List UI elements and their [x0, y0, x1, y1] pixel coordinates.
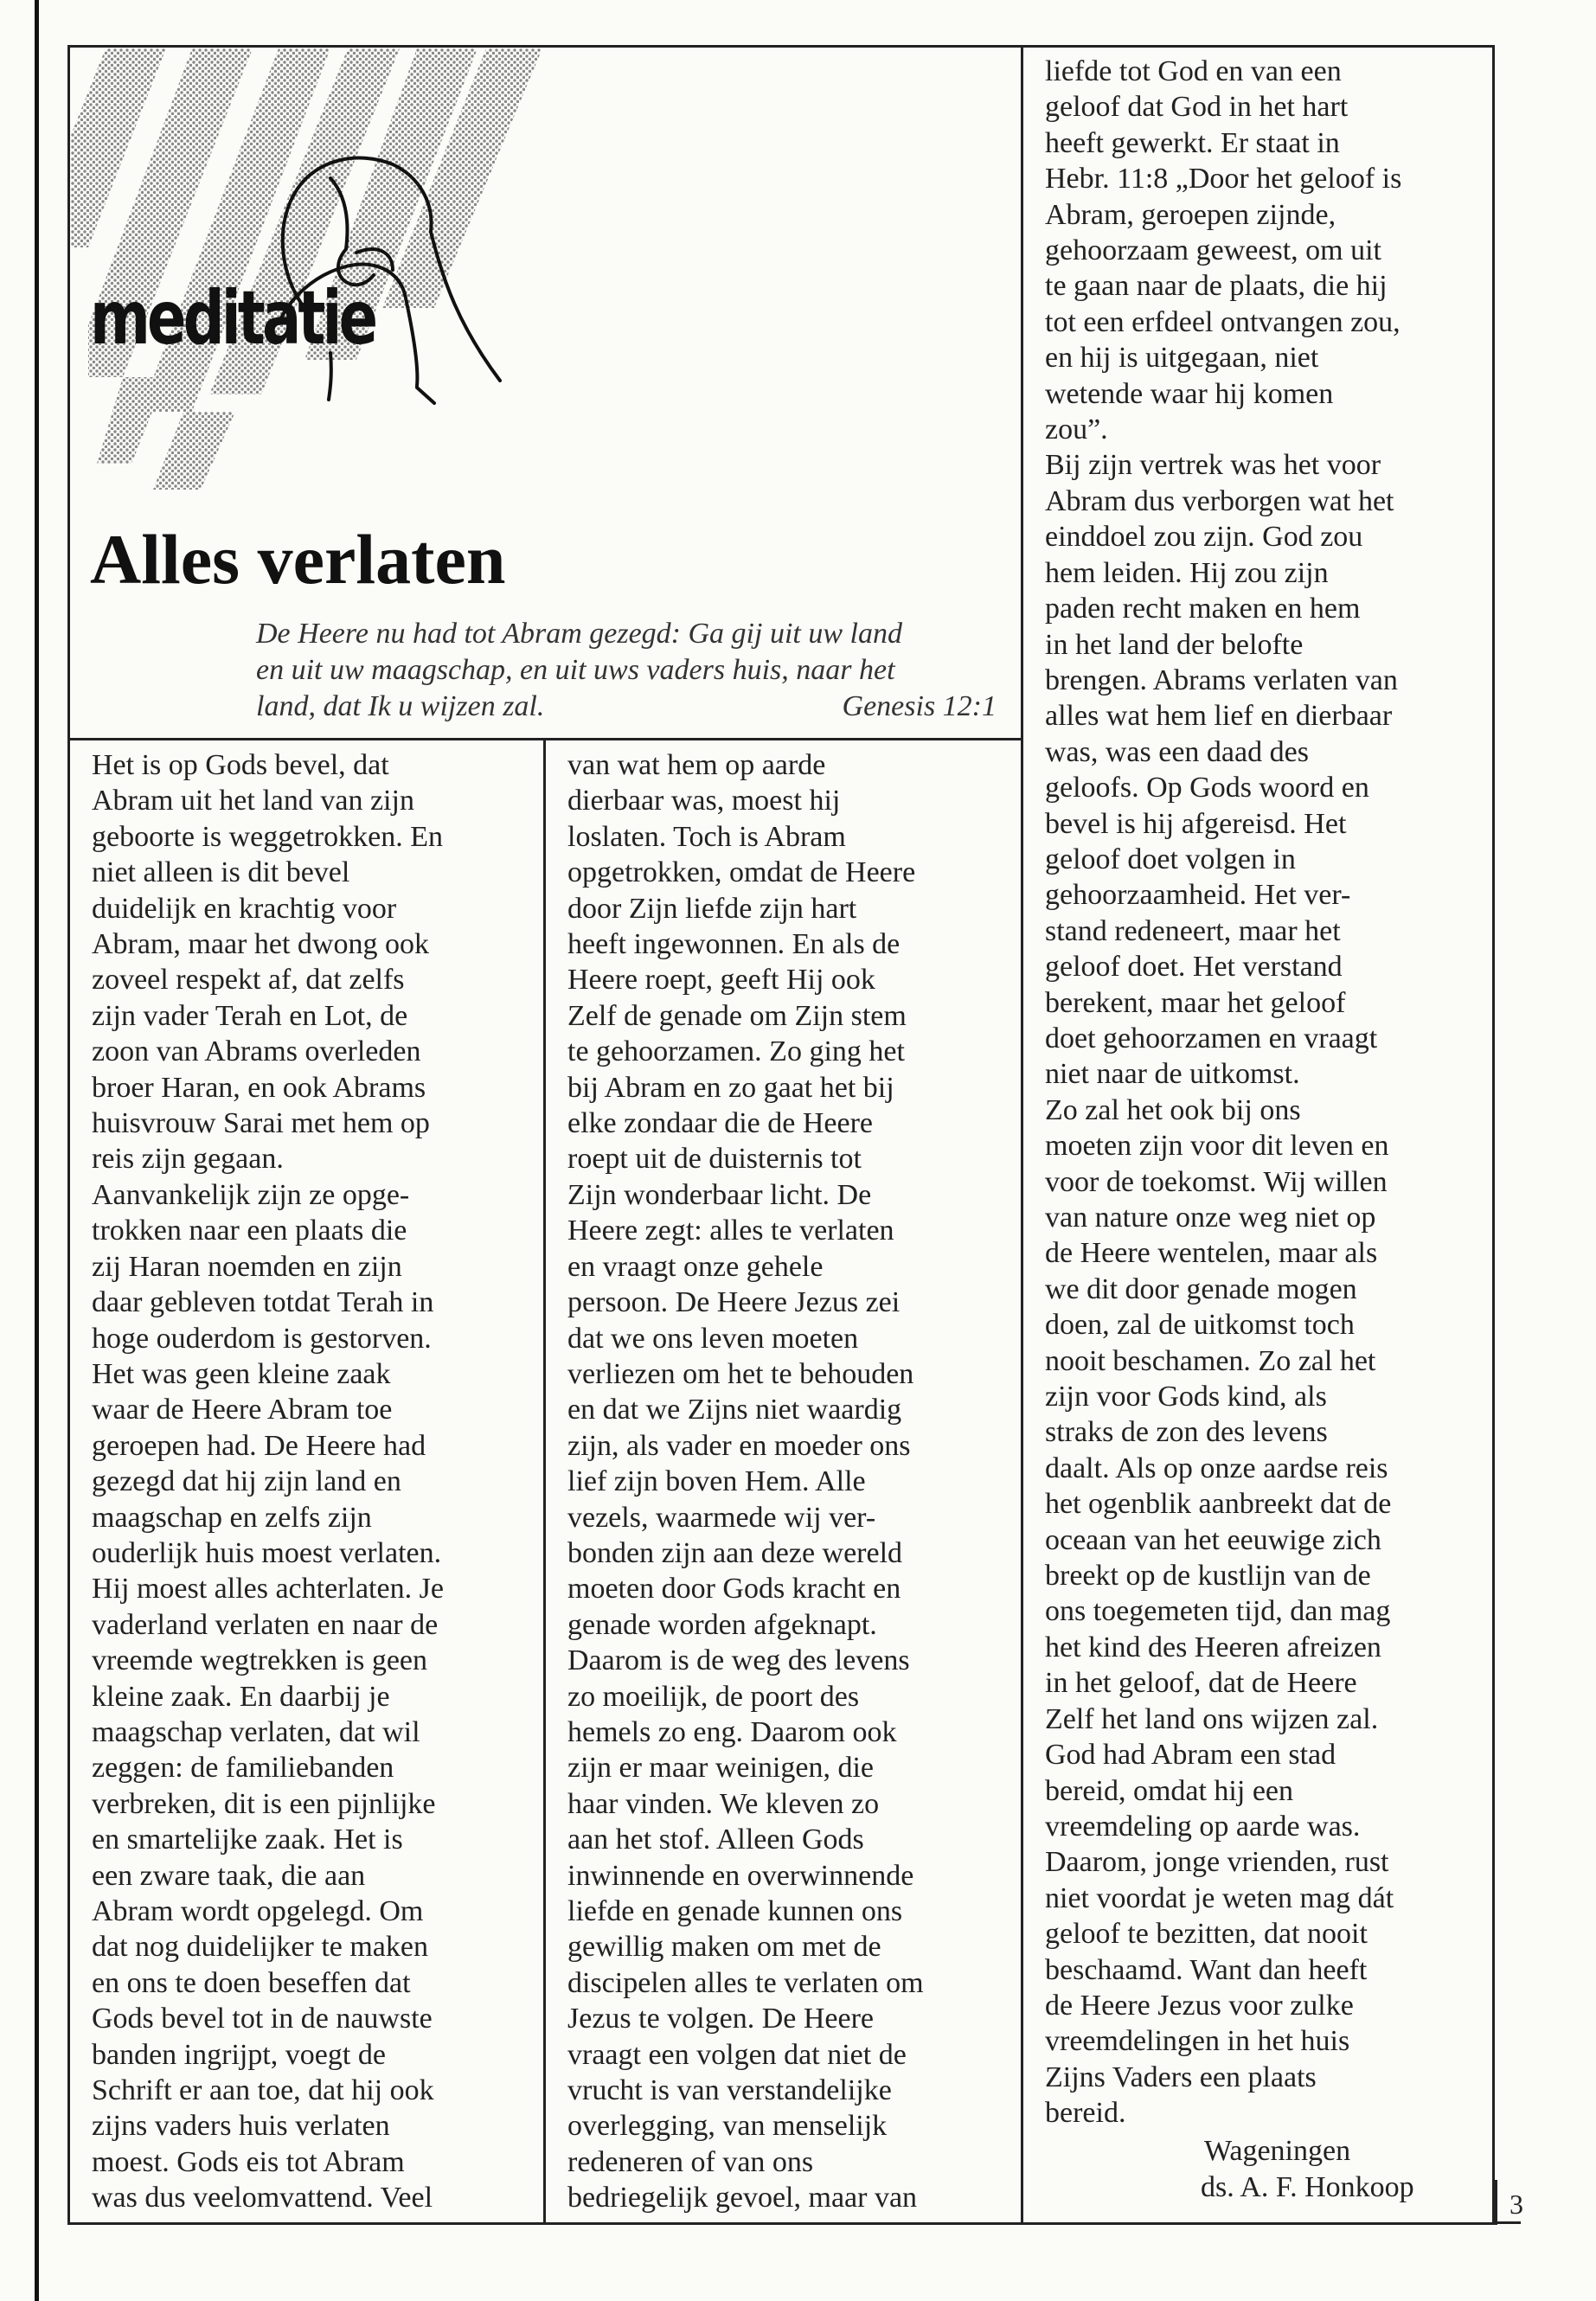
section-label: meditatie — [90, 275, 375, 362]
page-number-rule — [1495, 2180, 1497, 2225]
page-number: 3 — [1509, 2189, 1523, 2220]
signature-author: ds. A. F. Honkoop — [1201, 2171, 1414, 2203]
body-column-2: van wat hem op aarde dierbaar was, moest hij loslaten. Toch is Abram opgetrokken, omdat de Heere door Zijn liefde zijn hart heeft ingewonnen. En als de Heere roept, geeft Hij ook Zelf de genade om Zijn stem te gehoorzamen. Zo ging het bij Abram en zo gaat het bij elke zondaar die de Heere roept uit de duisternis tot Zijn wonderbaar licht. De Heere zegt: alles te verlaten en vraagt onze gehele persoon. De Heere Jezus zei dat we ons leven moeten verliezen om het te behouden en dat we Zijns niet waardig zijn, als vader en moeder ons lief zijn boven Hem. Alle vezels, waarmede wij ver- bonden zijn aan deze wereld moeten door Gods kracht en genade worden afgeknapt. Daarom is de weg des levens zo moeilijk, de poort des hemels zo eng. Daarom ook zijn er maar weinigen, die haar vinden. We kleven zo aan het stof. Alleen Gods inwinnende en overwinnende liefde en genade kunnen ons gewillig maken om met de discipelen alles te verlaten om Jezus te volgen. De Heere vraagt een volgen dat niet de vrucht is van verstandelijke overlegging, van menselijk redeneren of van ons bedriegelijk gevoel, maar van — [567, 749, 924, 2214]
header-rule — [67, 738, 1022, 740]
body-column-1: Het is op Gods bevel, dat Abram uit het land van zijn geboorte is weggetrokken. En niet alleen is dit bevel duidelijk en krachtig voor Abram, maar het dwong ook zoveel respekt af, dat zelfs zijn vader Terah en Lot, de zoon van Abrams overleden broer Haran, en ook Abrams huisvrouw Sarai met hem op reis zijn gegaan. Aanvankelijk zijn ze opge- trokken naar een plaats die zij Haran noemden en zijn daar gebleven totdat Terah in hoge ouderdom is gestorven. Het was geen kleine zaak waar de Heere Abram toe geroepen had. De Heere had gezegd dat hij zijn land en maagschap en zelfs zijn ouderlijk huis moest verlaten. Hij moest alles achterlaten. Je vaderland verlaten en naar de vreemde wegtrekken is geen kleine zaak. En daarbij je maagschap verlaten, dat wil zeggen: de familiebanden verbreken, dit is een pijnlijke en smartelijke zaak. Het is een zware taak, die aan Abram wordt opgelegd. Om dat nog duidelijker te maken en ons te doen beseffen dat Gods bevel tot in de nauwste banden ingrijpt, voegt de Schrift er aan toe, dat hij ook zijns vaders huis verlaten moest. Gods eis tot Abram was dus veelomvattend. Veel — [92, 749, 444, 2214]
epigraph — [256, 616, 997, 725]
column-rule-middle — [543, 740, 546, 2225]
meditation-illustration — [71, 48, 555, 490]
signature-place: Wageningen — [1204, 2135, 1351, 2167]
page-number-rule-base — [1495, 2221, 1521, 2224]
halftone-stripes — [71, 48, 542, 490]
epigraph-text: De Heere nu had tot Abram gezegd: Ga gij uit uw land en uit uw maagschap, en uit uws vaders huis, naar het land, dat Ik u wijzen zal. — [256, 618, 902, 722]
column-rule-right — [1021, 45, 1023, 2225]
body-column-3: liefde tot God en van een geloof dat God in het hart heeft gewerkt. Er staat in Hebr. 11:8 „Door het geloof is Abram, geroepen zijnde, gehoorzaam geweest, om uit te gaan naar de plaats, die hij tot een erfdeel ontvangen zou, en hij is uitgegaan, niet wetende waar hij komen zou”. Bij zijn vertrek was het voor Abram dus verborgen wat het einddoel zou zijn. God zou hem leiden. Hij zou zijn paden recht maken en hem in het land der belofte brengen. Abrams verlaten van alles wat hem lief en dierbaar was, was een daad des geloofs. Op Gods woord en bevel is hij afgereisd. Het geloof doet volgen in gehoorzaamheid. Het ver- stand redeneert, maar het geloof doet. Het verstand berekent, maar het geloof doet gehoorzamen en vraagt niet naar de uitkomst. Zo zal het ook bij ons moeten zijn voor dit leven en voor de toekomst. Wij willen van nature onze weg niet op de Heere wentelen, maar als we dit door genade mogen doen, zal de uitkomst toch nooit beschamen. Zo zal het zijn voor Gods kind, als straks de zon des levens daalt. Als op onze aardse reis het ogenblik aanbreekt dat de oceaan van het eeuwige zich breekt op de kustlijn van de ons toegemeten tijd, dan mag het kind des Heeren afreizen in het geloof, dat de Heere Zelf het land ons wijzen zal. God had Abram een stad bereid, omdat hij een vreemdeling op aarde was. Daarom, jonge vrienden, rust niet voordat je weten mag dát geloof te bezitten, dat nooit beschaamd. Want dan heeft de Heere Jezus voor zulke vreemdelingen in het huis Zijns Vaders een plaats bereid. — [1045, 55, 1402, 2130]
article-title: Alles verlaten — [90, 520, 506, 599]
epigraph-reference: Genesis 12:1 — [842, 690, 997, 722]
page-edge-rule — [35, 0, 39, 2301]
